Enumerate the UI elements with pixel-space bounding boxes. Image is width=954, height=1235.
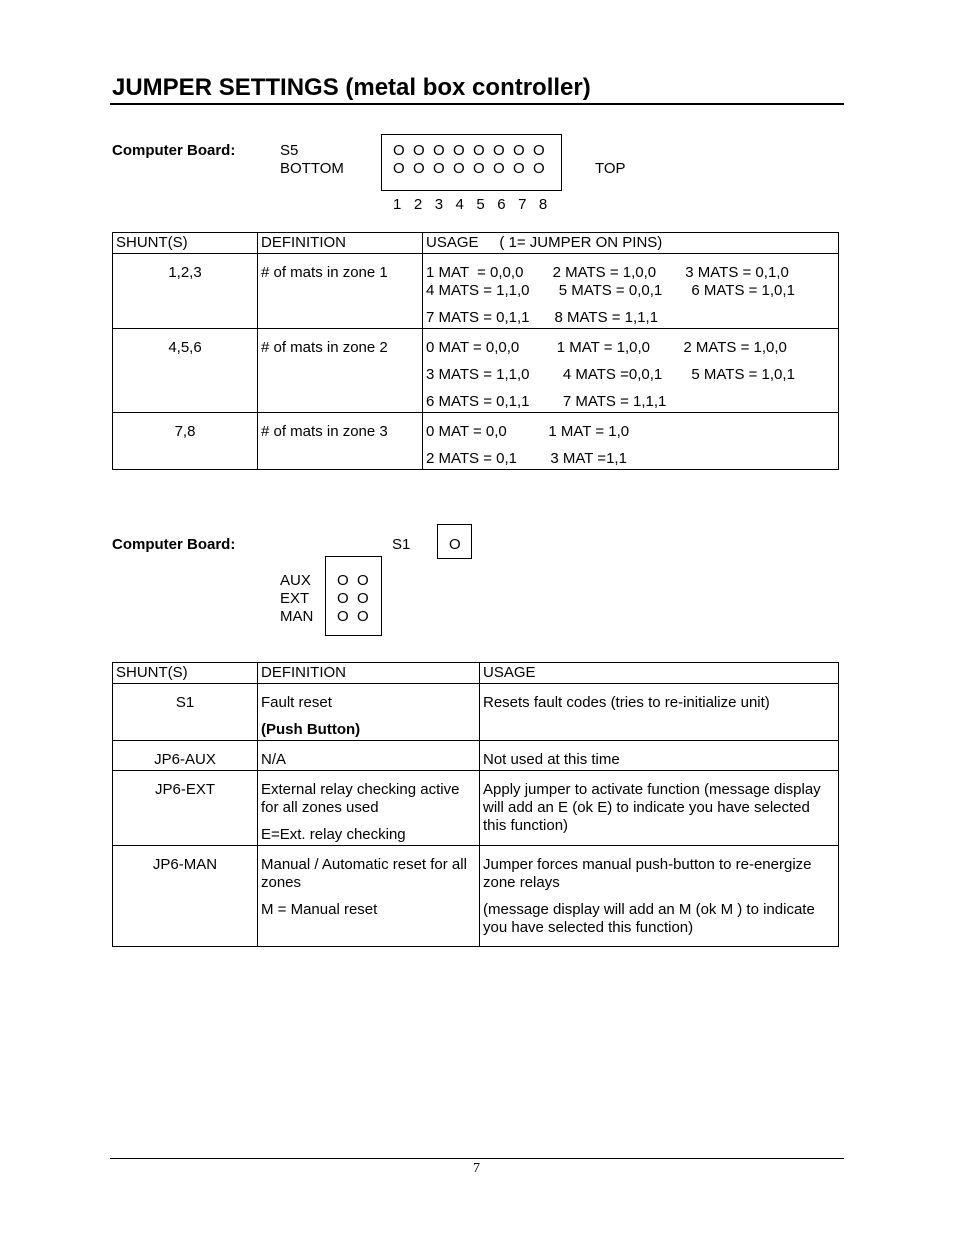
definition-cell (258, 684, 480, 741)
header-usage: USAGE (480, 663, 839, 684)
pin-row-top: O O O O O O O O (393, 142, 545, 159)
definition-cell: # of mats in zone 1 (258, 254, 423, 329)
usage-cell (480, 741, 839, 771)
pin-row-bottom: O O O O O O O O (393, 160, 545, 177)
table-row (113, 413, 839, 470)
section2-label: Computer Board: (112, 536, 236, 553)
s5-switch-name: S5 (280, 142, 299, 159)
bottom-label: BOTTOM (280, 160, 344, 177)
usage-line: Resets fault codes (tries to re-initialize unit) (483, 694, 770, 711)
jp6-pins-man: O O (337, 608, 369, 625)
definition-cell (258, 846, 480, 947)
usage-line: (message display will add an M (ok M ) to indicate you have selected this function) (483, 901, 815, 936)
shunt-cell: 4,5,6 (113, 329, 258, 413)
shunt-cell: JP6-MAN (113, 846, 258, 947)
table-header-row (113, 233, 839, 254)
jumper-table-s1-jp6 (112, 662, 839, 947)
definition-line: M = Manual reset (261, 901, 378, 918)
usage-line: Not used at this time (483, 751, 620, 768)
jp6-pins-aux: O O (337, 572, 369, 589)
definition-cell: # of mats in zone 3 (258, 413, 423, 470)
header-shunt: SHUNT(S) (113, 663, 258, 684)
shunt-cell: JP6-AUX (113, 741, 258, 771)
usage-line: 0 MAT = 0,0,0 1 MAT = 1,0,0 2 MATS = 1,0,0 (426, 339, 787, 356)
usage-line: 1 MAT = 0,0,0 2 MATS = 1,0,0 3 MATS = 0,1,0 (426, 264, 789, 281)
usage-line: 4 MATS = 1,1,0 5 MATS = 0,0,1 6 MATS = 1,0,1 (426, 282, 795, 299)
jumper-label-man: MAN (280, 608, 314, 625)
usage-cell (480, 684, 839, 741)
title-divider (110, 103, 844, 105)
table-row (113, 846, 839, 947)
table-row (113, 741, 839, 771)
header-definition: DEFINITION (258, 233, 423, 254)
header-shunt: SHUNT(S) (113, 233, 258, 254)
page-title: JUMPER SETTINGS (metal box controller) (112, 74, 591, 101)
usage-line: 7 MATS = 0,1,1 8 MATS = 1,1,1 (426, 309, 659, 326)
definition-line: (Push Button) (261, 721, 361, 738)
s1-switch-name: S1 (392, 536, 411, 553)
page-number: 7 (473, 1161, 480, 1176)
usage-line: 0 MAT = 0,0 1 MAT = 1,0 (426, 423, 630, 440)
usage-cell (423, 413, 839, 470)
usage-line: 6 MATS = 0,1,1 7 MATS = 1,1,1 (426, 393, 667, 410)
table-header-row (113, 663, 839, 684)
definition-cell (258, 771, 480, 846)
section1-label: Computer Board: (112, 142, 236, 159)
top-label: TOP (595, 160, 626, 177)
jumper-label-aux: AUX (280, 572, 311, 589)
jp6-pins-ext: O O (337, 590, 369, 607)
usage-cell (480, 846, 839, 947)
definition-line: Manual / Automatic reset for all zones (261, 856, 467, 891)
definition-cell: # of mats in zone 2 (258, 329, 423, 413)
header-usage: USAGE ( 1= JUMPER ON PINS) (423, 233, 839, 254)
usage-line: 3 MATS = 1,1,0 4 MATS =0,0,1 5 MATS = 1,0,1 (426, 366, 795, 383)
jumper-table-s5 (112, 232, 839, 470)
table-row (113, 254, 839, 329)
usage-cell (423, 254, 839, 329)
usage-cell (423, 329, 839, 413)
shunt-cell: 1,2,3 (113, 254, 258, 329)
usage-line: Jumper forces manual push-button to re-energize zone relays (483, 856, 812, 891)
shunt-cell: S1 (113, 684, 258, 741)
header-definition: DEFINITION (258, 663, 480, 684)
pin-numbers: 1 2 3 4 5 6 7 8 (393, 196, 548, 213)
definition-line: External relay checking active for all zones used (261, 781, 460, 816)
definition-cell (258, 741, 480, 771)
footer-divider (110, 1158, 844, 1159)
jumper-label-ext: EXT (280, 590, 310, 607)
table-row (113, 684, 839, 741)
usage-cell (480, 771, 839, 846)
s1-pin: O (449, 536, 461, 553)
usage-line: Apply jumper to activate function (message display will add an E (ok E) to indicate you have selected this function) (483, 781, 821, 834)
usage-line: 2 MATS = 0,1 3 MAT =1,1 (426, 450, 627, 467)
definition-line: N/A (261, 751, 287, 768)
shunt-cell: JP6-EXT (113, 771, 258, 846)
definition-line: E=Ext. relay checking (261, 826, 406, 843)
table-row (113, 771, 839, 846)
table-row (113, 329, 839, 413)
shunt-cell: 7,8 (113, 413, 258, 470)
definition-line: Fault reset (261, 694, 332, 711)
